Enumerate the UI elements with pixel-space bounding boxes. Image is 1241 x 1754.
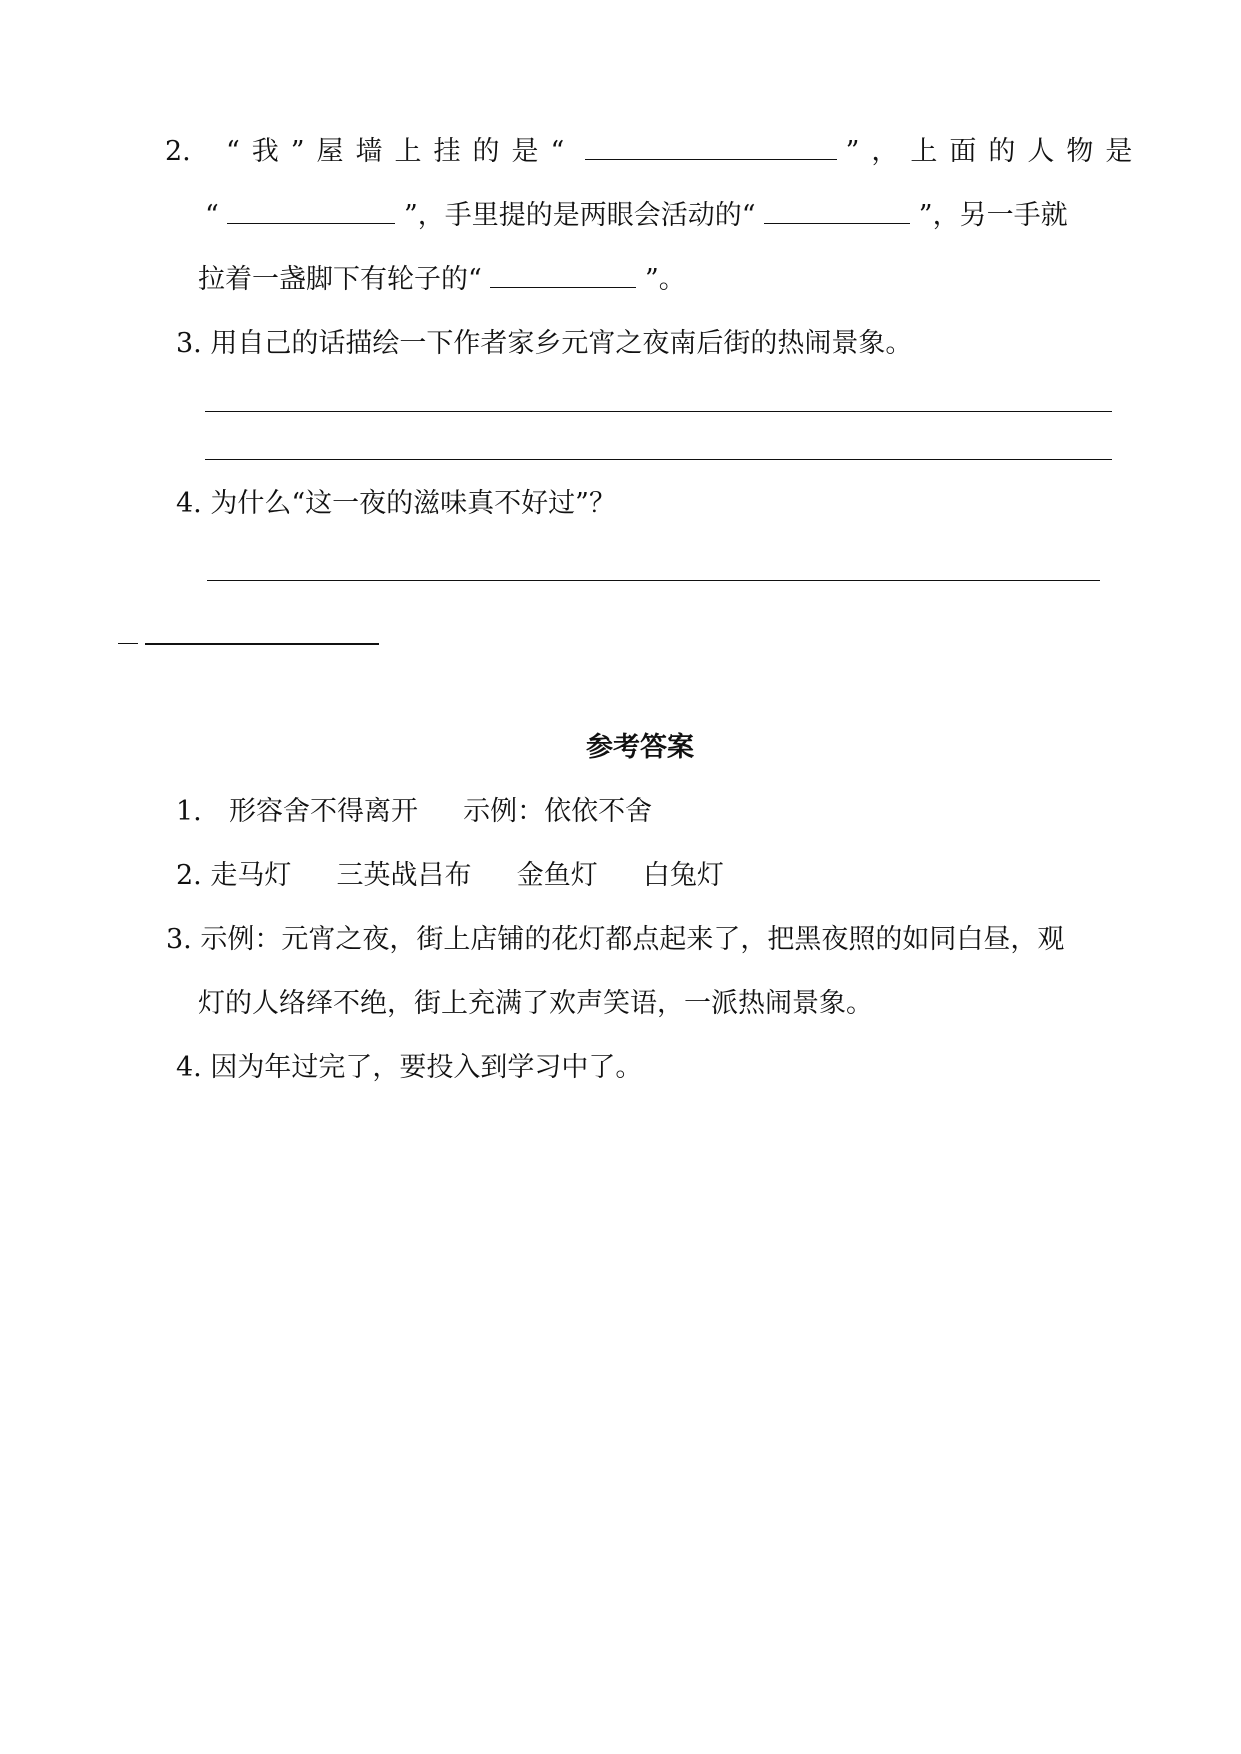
q2-line-1	[165, 132, 1144, 172]
q3	[176, 324, 912, 364]
q4	[176, 484, 616, 524]
q4-text: 为什么“这一夜的滋味真不好过”？	[210, 488, 616, 519]
answer-2-item: 金鱼灯	[516, 860, 598, 891]
q3-answer-line-2[interactable]	[205, 459, 1112, 460]
q2-text-1a: “我”屋墙上挂的是“	[225, 136, 577, 167]
q2-blank-1[interactable]	[585, 135, 837, 160]
q2-text-1b: ”，上面的人物是	[845, 136, 1145, 167]
q3-text: 用自己的话描绘一下作者家乡元宵之夜南后街的热闹景象。	[210, 328, 913, 359]
q2-blank-2[interactable]	[227, 199, 395, 224]
answer-3-text-1: 示例：元宵之夜，街上店铺的花灯都点起来了，把黑夜照的如同白昼，观	[200, 924, 1065, 955]
answer-1-part-2: 示例：依依不舍	[463, 796, 653, 827]
q4-answer-line-2[interactable]	[145, 643, 379, 645]
q2-text-3a: 拉着一盏脚下有轮子的“	[198, 264, 482, 295]
q3-answer-line-1[interactable]	[205, 411, 1112, 412]
q4-answer-line-1[interactable]	[207, 580, 1100, 581]
answer-4	[176, 1048, 642, 1088]
answer-3-line-1	[166, 920, 1064, 960]
answer-1-part-1: 形容舍不得离开	[228, 796, 418, 827]
q2-line-3	[198, 260, 686, 300]
q2-text-2c: ”，另一手就	[918, 200, 1068, 231]
answer-2-item: 白兔灯	[642, 860, 724, 891]
q4-number: 4.	[176, 488, 202, 519]
answer-1	[176, 792, 652, 832]
answer-1-number: 1.	[176, 796, 202, 827]
q2-text-2a: “	[205, 200, 219, 231]
answer-3-number: 3.	[166, 924, 192, 955]
q4-answer-line-2-lead	[118, 643, 138, 644]
answer-2-item: 三英战吕布	[336, 860, 472, 891]
q2-blank-4[interactable]	[490, 263, 636, 288]
q3-number: 3.	[176, 328, 202, 359]
answer-4-number: 4.	[176, 1052, 202, 1083]
answer-2-item: 走马灯	[210, 860, 292, 891]
q2-text-2b: ”，手里提的是两眼会活动的“	[404, 200, 756, 231]
q2-number: 2.	[165, 136, 191, 167]
answer-2	[176, 856, 724, 896]
answer-3-text-2: 灯的人络绎不绝，街上充满了欢声笑语，一派热闹景象。	[198, 988, 873, 1019]
answer-2-number: 2.	[176, 860, 202, 891]
q2-text-3b: ”。	[645, 264, 686, 295]
q2-blank-3[interactable]	[764, 199, 910, 224]
answer-3-line-2	[198, 984, 873, 1024]
answer-4-text: 因为年过完了，要投入到学习中了。	[210, 1052, 643, 1083]
answers-title: 参考答案	[586, 732, 694, 763]
q2-line-2	[205, 196, 1068, 236]
